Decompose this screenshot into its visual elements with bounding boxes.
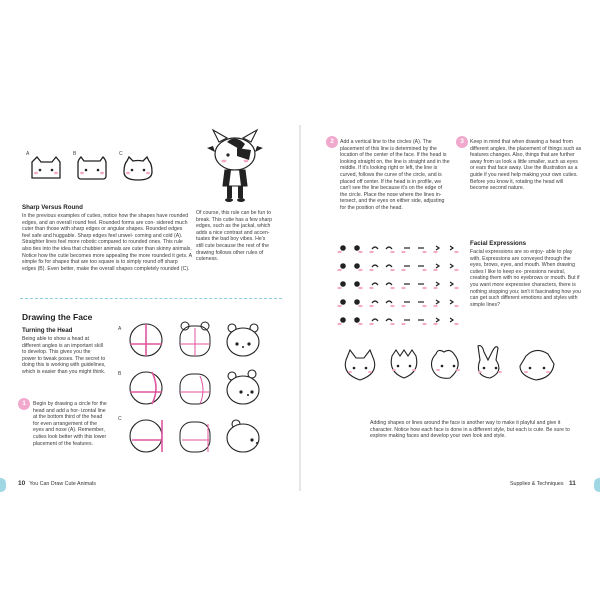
- step-2-text: Add a vertical line to the circles (A). The placement of this line is determined by the location of the center of the face. If the head is looking straight on, the line is straight and in the middle. If it's looking right or left, the line is curved, follows the curve of the circle, and is placed off center. If the head is in profile, we can't see the line because it's on the edge of the circle. Place the nose where the lines in- tersect, and the eyes on either side, adjusting for the position of the head.: [340, 139, 450, 211]
- expression-face: [337, 282, 362, 289]
- left-folio: [18, 480, 96, 487]
- facial-expressions-grid: [336, 240, 466, 330]
- sharp-vs-round-section: [22, 204, 192, 272]
- row-label-b: B: [118, 371, 122, 377]
- expression-face: [401, 266, 426, 271]
- expression-face: [433, 282, 458, 289]
- expression-face: [433, 318, 458, 325]
- right-page-number: 11: [568, 480, 576, 487]
- panel-label-a: A: [26, 151, 30, 157]
- faces-caption: Adding shapes or lines around the face is another way to make it playful and give it character. Notice how each face is done in a different style, but each is cute. Be sure to explore making faces and develop your own look and style.: [370, 420, 570, 440]
- expression-face: [369, 319, 394, 325]
- panel-label-b: B: [73, 151, 77, 157]
- expression-face: [401, 248, 426, 253]
- row-label-a: A: [118, 326, 122, 332]
- left-page-tab: [0, 478, 6, 492]
- sharp-vs-round-heading: Sharp Versus Round: [22, 204, 83, 211]
- left-page-number: 10: [18, 480, 26, 487]
- expression-face: [401, 302, 426, 307]
- expression-face: [369, 283, 394, 289]
- facial-expressions-body: Facial expressions are so enjoy- able to play with. Expressions are conveyed through the eyes, brows, eyes, and mouth. When drawing cuties I like to keep ex- pressions neutral, creating them with no eyebrows or mouth. But if you want more expressive characters, there is nothing stopping you; isn't it fascinating how you can get such different emotions and styles with simple lines?: [470, 249, 581, 308]
- left-running-title: You Can Draw Cute Animals: [29, 481, 96, 487]
- step-3-badge: 3: [456, 136, 468, 148]
- facial-expressions-heading: Facial Expressions: [470, 240, 527, 247]
- head-turning-grid: [128, 320, 278, 460]
- jackal-character-illustration: [205, 128, 265, 208]
- turning-head-heading: Turning the Head: [22, 327, 73, 334]
- expression-face: [337, 264, 362, 271]
- step-3-text: Keep in mind that when drawing a head from different angles, the placement of things such as features changes. Also, things that are further away from us look a little smaller, such as eyes or ears that face away. Use the illustration as a guide if you need help making your own cuties. Before you know it, rotating the head will become second nature.: [470, 139, 582, 192]
- right-page: [300, 128, 600, 488]
- expression-face: [401, 284, 426, 289]
- expression-face: [433, 246, 458, 253]
- step-1-text: Begin by drawing a circle for the head and add a hor- izontal line at the bottom third of the head for even arrangement of the eyes and nose (A). Remember, cuties look better with this lower placement of the features.: [33, 401, 107, 447]
- expression-face: [369, 265, 394, 271]
- expression-face: [369, 301, 394, 307]
- expression-face: [369, 247, 394, 253]
- expression-face: [401, 320, 426, 325]
- panel-label-c: C: [119, 151, 123, 157]
- round-head-c: [124, 157, 152, 180]
- expression-face: [433, 264, 458, 271]
- expression-face: [337, 246, 362, 253]
- expression-face: [337, 318, 362, 325]
- left-page: [0, 128, 300, 488]
- row-label-c: C: [118, 416, 122, 422]
- jackal-caption: Of course, this rule can be fun to break. This cutie has a few sharp edges, such as the jackal, which adds a nice contrast and accen- tuates the bad boy vibes. He's still cute because the rest of the drawing follows other rules of cuteness.: [196, 210, 273, 263]
- head-shapes-illustration: [28, 154, 168, 184]
- character-faces-row: [340, 346, 570, 390]
- turning-head-section: [22, 327, 106, 376]
- expression-face: [433, 300, 458, 307]
- right-running-title: Supplies & Techniques: [510, 481, 564, 487]
- step-1-badge: 1: [18, 398, 30, 410]
- section-divider: [20, 298, 282, 299]
- right-page-tab: [594, 478, 600, 492]
- facial-expressions-section: [470, 240, 584, 308]
- right-folio: [510, 480, 576, 487]
- turning-head-intro: Being able to show a head at different angles is an important skill to develop. This gives you the power to tweak poses. The secret to doing this is working with guidelines, which is easier than you might think.: [22, 336, 106, 375]
- sharp-head-a: [32, 157, 60, 178]
- drawing-the-face-title: Drawing the Face: [22, 312, 93, 322]
- step-2-badge: 2: [326, 136, 338, 148]
- rounded-head-b: [78, 157, 106, 179]
- expression-face: [337, 300, 362, 307]
- sharp-vs-round-body: In the previous examples of cuties, notice how the shapes have rounded edges, and an overall round feel. Rounded forms are con- sidered much cuter than those with sharp edges or angular shapes. Rounded edges feel safe and huggable. Sharp edges feel unwel- coming and cold (A). Straighter lines feel more robotic compared to rounded ones. This rule also ties into the idea that chubbier animals are cuter than skinny animals. Notice how the cutie becomes more appealing the more rounded it gets. A simple fix for shapes that are too square is to simply round off sharp edges (B). Even better, make the overall shapes completely rounded (C).: [22, 213, 192, 272]
